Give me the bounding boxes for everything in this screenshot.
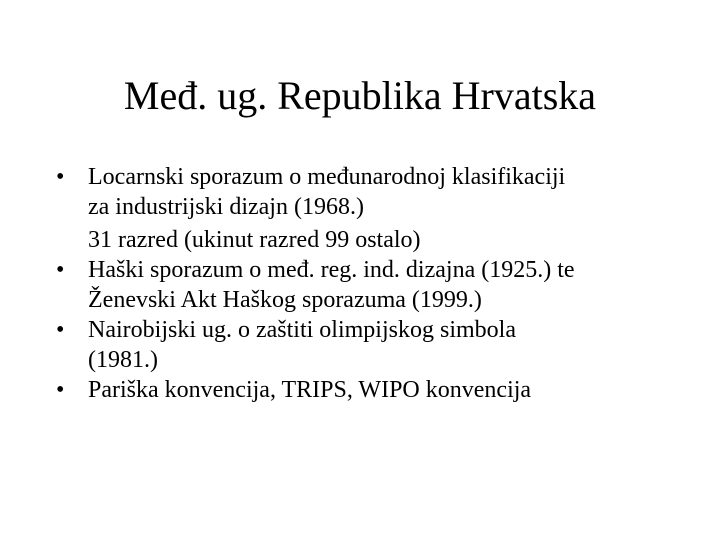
list-item-locarno [56,162,696,222]
bullet-marker: • [56,164,65,190]
list-item-line: Ženevski Akt Haškog sporazuma (1999.) [88,287,482,313]
list-item-line: Pariška konvencija, TRIPS, WIPO konvencija [88,377,532,403]
list-item-line: (1981.) [88,347,158,373]
bullet-marker: • [56,257,65,283]
bullet-marker: • [56,317,65,343]
list-item-paris [56,375,696,405]
list-item-subline: 31 razred (ukinut razred 99 ostalo) [88,227,421,253]
list-item-locarno-note [56,225,696,255]
bullet-marker: • [56,377,65,403]
list-item-line: za industrijski dizajn (1968.) [88,194,364,220]
list-item-nairobi [56,315,696,375]
bullet-list [56,162,696,405]
list-item-line: Nairobijski ug. o zaštiti olimpijskog simbola [88,317,516,343]
list-item-line: Haški sporazum o međ. reg. ind. dizajna (1925.) te [88,257,575,283]
list-item-hague [56,255,696,315]
list-item-line: Locarnski sporazum o međunarodnoj klasifikaciji [88,164,566,190]
slide-title: Međ. ug. Republika Hrvatska [123,73,597,118]
